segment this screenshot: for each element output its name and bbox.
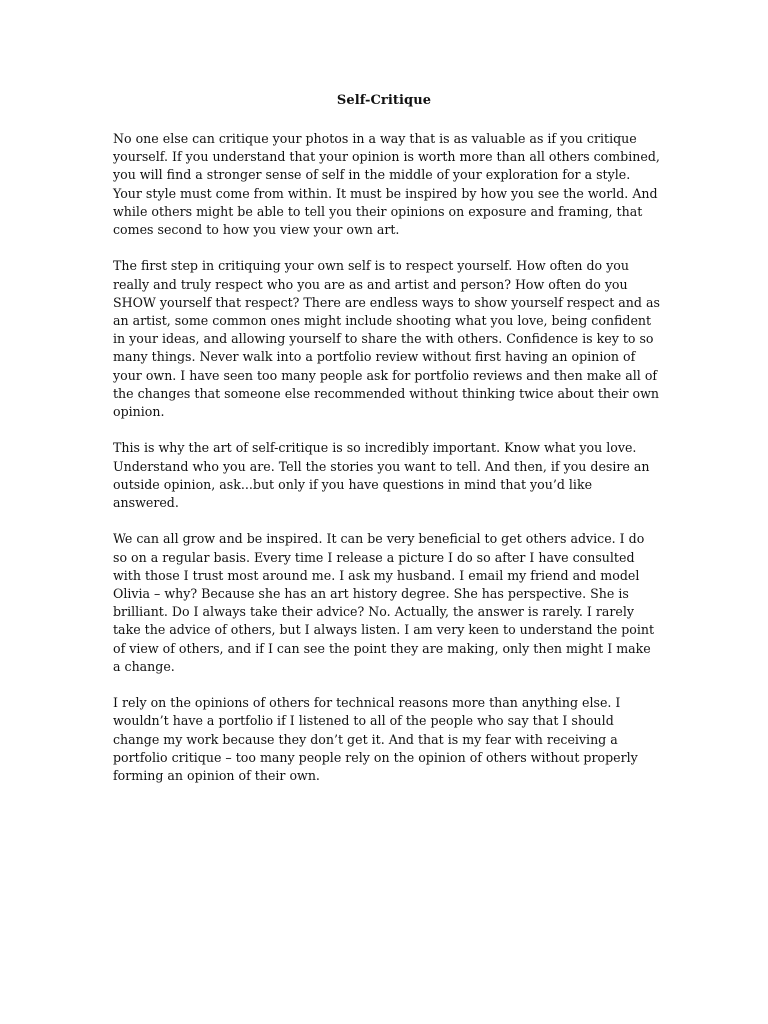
paragraph-5: I rely on the opinions of others for technical reasons more than anything else. I wouldn’t have a portfolio if I listened to all of the people who say that I should change my work because they don’t get it. And that is my fear with receiving a portfolio critique – too many people rely on the opinion of others without properly forming an opinion of their own. xyxy=(113,695,638,784)
document-body xyxy=(113,130,661,785)
paragraph-2: The first step in critiquing your own self is to respect yourself. How often do you really and truly respect who you are as and artist and person? How often do you SHOW yourself that respect? There are endless ways to show yourself respect and as an artist, some common ones might include shooting what you love, being confident in your ideas, and allowing yourself to share the with others. Confidence is key to so many things. Never walk into a portfolio review without first having an opinion of your own. I have seen too many people ask for portfolio reviews and then make all of the changes that someone else recommended without thinking twice about their own opinion. xyxy=(113,258,660,420)
document-title: Self-Critique xyxy=(336,93,432,108)
paragraph-4: We can all grow and be inspired. It can be very beneficial to get others advice. I do so on a regular basis. Every time I release a picture I do so after I have consulted with those I trust most around me. I ask my husband. I email my friend and model Olivia – why? Because she has an art history degree. She has perspective. She is brilliant. Do I always take their advice? No. Actually, the answer is rarely. I rarely take the advice of others, but I always listen. I am very keen to understand the point of view of others, and if I can see the point they are making, only then might I make a change. xyxy=(113,531,655,674)
paragraph-1: No one else can critique your photos in a way that is as valuable as if you critique yourself. If you understand that your opinion is worth more than all others combined, you will find a stronger sense of self in the middle of your exploration for a style. Your style must come from within. It must be inspired by how you see the world. And while others might be able to tell you their opinions on exposure and framing, that comes second to how you view your own art. xyxy=(113,131,660,238)
paragraph-3: This is why the art of self-critique is so incredibly important. Know what you love. Understand who you are. Tell the stories you want to tell. And then, if you desire an outside opinion, ask...but only if you have questions in mind that you’d like answered. xyxy=(113,440,650,511)
